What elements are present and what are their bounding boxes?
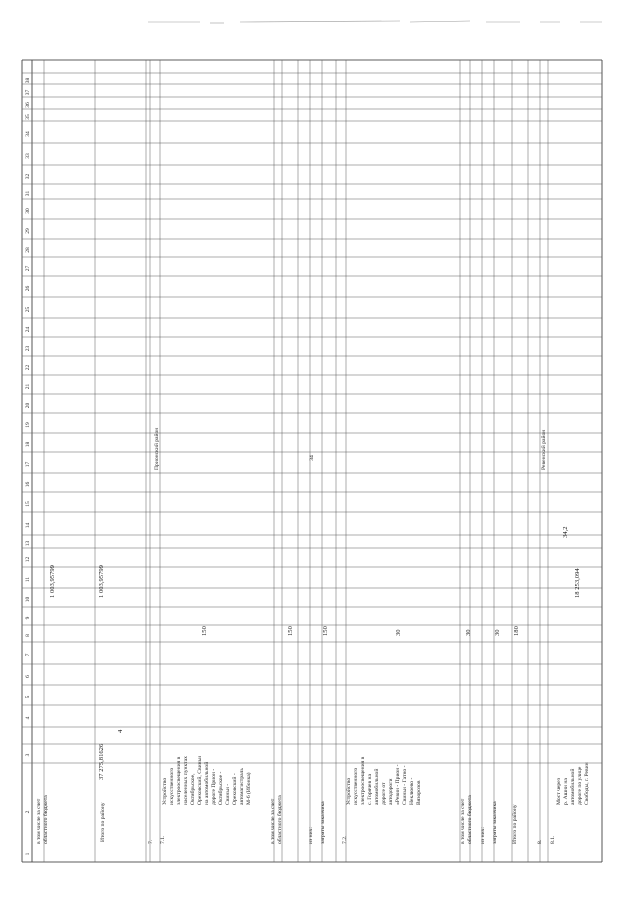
column-number-3: 3 [25, 753, 31, 757]
item-7-1-line9: Октябрьское - [218, 771, 224, 805]
section-7-num: 7. [148, 839, 154, 844]
item-7-1-line4: населенных пунктах [183, 756, 189, 805]
column-number-30: 30 [25, 208, 31, 214]
item-8-1-line5: Свободы, г. Ревин [584, 762, 590, 805]
column-number-34: 34 [25, 131, 31, 137]
item-8-1-line3: автомобильной [570, 768, 576, 805]
item-8-1-line1: Мост через [556, 778, 562, 805]
column-number-2: 2 [25, 810, 31, 814]
column-number-14: 14 [25, 522, 31, 529]
item-7-2-line3: электроосвещения в [360, 756, 366, 805]
item-7-1-line13: М-6 (Ибонка) [246, 772, 252, 805]
item-7-1-line10: Свиньи - [225, 783, 231, 805]
item-7-1-line5: Октябрьское, [190, 773, 196, 805]
item-7-2-line4: с. Горячев на [367, 774, 373, 805]
item-7-2-col9: 30 [395, 629, 402, 636]
district-total-col4: 4 [117, 729, 124, 733]
column-number-32: 32 [25, 173, 31, 180]
regional-budget-top-line2: областного бюджета [43, 795, 49, 844]
column-number-22: 22 [25, 364, 31, 371]
item-8-1-col12: 18 253,094 [574, 568, 581, 598]
item-7-1-col9: 150 [201, 626, 208, 636]
regional-col12: 1 003,95799 [49, 565, 56, 598]
item-7-2-line6: дороге от [381, 782, 387, 805]
item-7-1-label [161, 754, 252, 805]
item-8-1-line2: р. Ашни на [563, 778, 569, 805]
item-7-2-line2: искусственного [353, 767, 359, 805]
item-7-2-customer-col9: 30 [494, 629, 501, 636]
item-7-2-line5: автомобильной [374, 768, 380, 805]
item-7-1-of-which: из них: [308, 827, 314, 844]
item-8-1-label [556, 762, 590, 805]
column-number-26: 26 [25, 285, 31, 292]
column-number-35: 35 [25, 114, 31, 120]
column-number-23: 23 [25, 345, 31, 352]
column-number-36: 36 [25, 102, 31, 108]
item-7-1-customer-col9: 150 [322, 626, 329, 636]
item-7-2-line11: Вязорозов [416, 780, 422, 805]
district-total-2-label: Итого по району [512, 804, 518, 844]
item-7-1-line1: Устройство [162, 777, 168, 805]
item-7-1-regional-line2: областного бюджета [277, 795, 283, 844]
column-number-21: 21 [25, 383, 31, 390]
column-number-31: 31 [25, 190, 31, 197]
column-number-6: 6 [25, 675, 31, 678]
item-7-2-num: 7.2. [342, 835, 348, 844]
section-label-revensky: Ревенский район [541, 429, 547, 470]
column-number-18: 18 [25, 441, 31, 448]
column-number-5: 5 [25, 695, 31, 699]
column-number-15: 15 [25, 501, 31, 507]
district-total-2-col9: 180 [513, 626, 520, 636]
item-8-1-col14: 34,2 [562, 526, 569, 538]
item-7-1-line11: Ореховский - [232, 773, 238, 805]
item-8-1-line4: дороге по улице [577, 766, 583, 805]
item-7-1-line7: на автомобильной [204, 761, 210, 805]
column-number-11: 11 [25, 576, 31, 583]
regional-budget-top-line1: в том числе за счет [36, 798, 42, 844]
item-7-2-regional-col9: 30 [465, 629, 472, 636]
column-number-25: 25 [25, 306, 31, 313]
column-number-13: 13 [25, 540, 31, 547]
column-number-28: 28 [25, 247, 31, 253]
item-8-1-num: 8.1. [550, 835, 556, 844]
column-number-27: 27 [25, 265, 31, 272]
district-total-label: Итого по району [100, 802, 106, 842]
item-7-2-line9: Свиньи - Гатно - [402, 765, 408, 805]
item-7-2-of-which: из них: [480, 827, 486, 844]
column-number-1: 1 [25, 852, 31, 856]
item-7-1-regional-col9: 150 [287, 626, 294, 636]
column-number-29: 29 [25, 228, 31, 234]
item-7-2-line10: Неклюево - [409, 777, 415, 805]
district-total-col12: 1 003,95799 [98, 565, 105, 598]
column-number-10: 10 [25, 596, 31, 603]
column-number-8: 8 [25, 634, 31, 637]
column-number-7: 7 [25, 653, 31, 657]
column-number-38: 38 [25, 77, 31, 84]
column-number-16: 16 [25, 481, 31, 488]
page-number: 34 [309, 455, 315, 461]
item-7-1-line3: электроосвещения в [176, 756, 182, 805]
item-7-2-line8: «Ревин - Прион - [395, 764, 401, 805]
section-label-prion: Прионский район [154, 427, 160, 470]
column-number-33: 33 [25, 153, 31, 159]
item-7-1-line6: Ореховский, Свиньи [197, 755, 203, 805]
column-number-20: 20 [25, 402, 31, 409]
column-number-24: 24 [25, 326, 31, 333]
scan-noise [148, 21, 602, 23]
column-number-4: 4 [25, 716, 31, 720]
column-number-19: 19 [25, 422, 31, 428]
item-7-1-line2: искусственного [169, 767, 175, 805]
column-number-12: 12 [25, 556, 31, 563]
regional-budget-top-label [36, 795, 49, 844]
district-total-col3: 37 275,81626 [98, 743, 105, 780]
item-7-1-num: 7.1. [160, 835, 166, 844]
item-7-1-regional-line1: в том числе за счет [270, 798, 276, 844]
item-7-1-customer-label: затраты заказчика [320, 801, 326, 844]
item-7-2-line7: автодороги [388, 778, 394, 805]
item-7-1-line12: автомагистраль [239, 768, 245, 805]
section-8-num: 8. [537, 839, 543, 844]
item-7-2-line1: Устройство [346, 777, 352, 805]
column-number-37: 37 [25, 89, 31, 96]
column-number-header [25, 78, 31, 856]
item-7-2-regional-line1: в том числе за счет [460, 798, 466, 844]
column-number-17: 17 [25, 461, 31, 468]
item-7-1-regional-label [270, 795, 283, 844]
item-7-2-regional-line2: областного бюджета [467, 795, 473, 844]
item-7-2-customer-label: затраты заказчика [492, 801, 498, 844]
item-7-2-regional-label [460, 795, 473, 844]
column-number-9: 9 [25, 616, 31, 620]
item-7-1-line8: дороге Прион - [211, 768, 217, 805]
